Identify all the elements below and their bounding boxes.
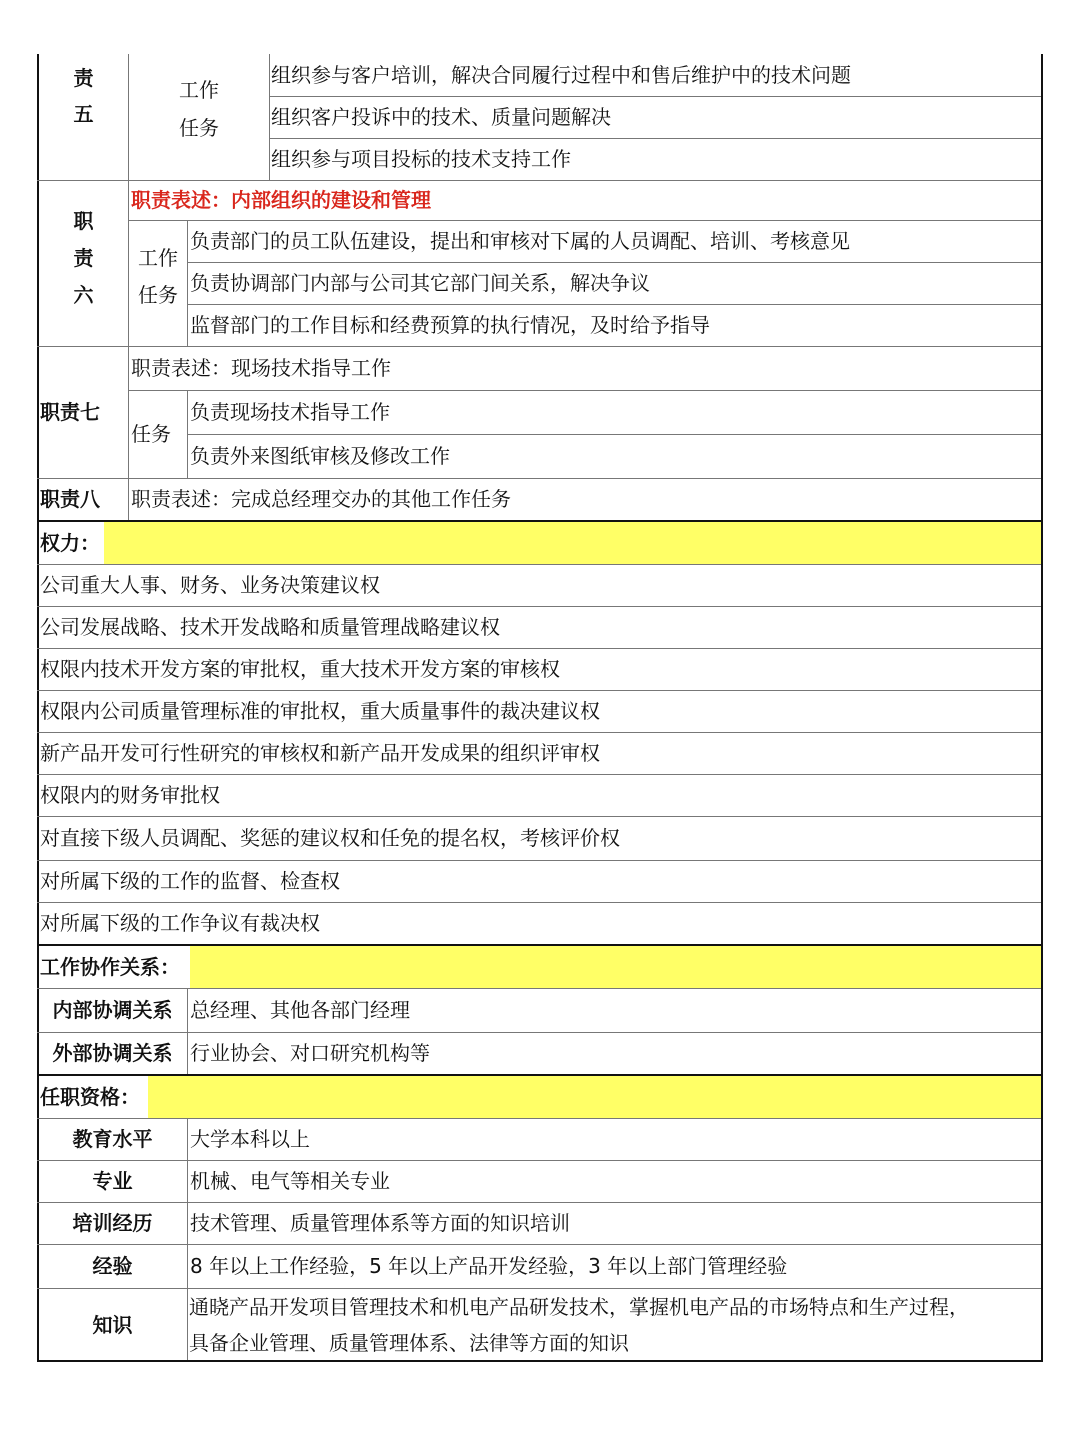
authority-title: 权力： <box>40 530 100 555</box>
cooperation-label: 内部协调关系 <box>52 997 173 1022</box>
duty5-task: 组织参与客户培训，解决合同履行过程中和售后维护中的技术问题 <box>271 62 851 87</box>
qualification-value-line: 具备企业管理、质量管理体系、法律等方面的知识 <box>189 1331 629 1355</box>
table-border <box>37 54 39 1362</box>
grid-line <box>37 1360 1043 1362</box>
duty7-label: 职责七 <box>40 399 100 424</box>
grid-line <box>37 478 1041 479</box>
duty6-label-line: 职 <box>73 208 94 233</box>
grid-line <box>269 54 270 180</box>
grid-line <box>37 774 1041 775</box>
duty5-label <box>38 54 129 180</box>
grid-line <box>187 434 1041 435</box>
qualification-value-line: 通晓产品开发项目管理技术和机电产品研发技术，掌握机电产品的市场特点和生产过程， <box>189 1295 969 1319</box>
grid-line <box>37 816 1041 817</box>
duty5-task: 组织参与项目投标的技术支持工作 <box>271 146 571 171</box>
grid-line <box>37 690 1041 691</box>
duty6-task: 负责协调部门内部与公司其它部门间关系，解决争议 <box>190 270 650 295</box>
duty6-label-line: 六 <box>73 282 94 307</box>
qualification-label: 知识 <box>92 1312 133 1337</box>
authority-item: 权限内公司质量管理标准的审批权，重大质量事件的裁决建议权 <box>40 698 600 723</box>
grid-line <box>128 220 1041 221</box>
table-border <box>1041 54 1043 1362</box>
duty6-task-label-line: 工作 <box>138 246 178 270</box>
duty7-task: 负责现场技术指导工作 <box>190 399 390 424</box>
authority-item: 对直接下级人员调配、奖惩的建议权和任免的提名权，考核评价权 <box>40 825 620 850</box>
grid-line <box>269 96 1041 97</box>
duty5-label-line: 五 <box>73 102 94 126</box>
duty5-task-label-line: 工作 <box>179 78 219 102</box>
grid-line <box>269 138 1041 139</box>
grid-line <box>37 648 1041 649</box>
cooperation-header-bg <box>190 946 1042 988</box>
grid-line <box>37 346 1041 347</box>
cooperation-label: 外部协调关系 <box>52 1040 173 1065</box>
authority-header-bg <box>104 522 1042 564</box>
duty7-task: 负责外来图纸审核及修改工作 <box>190 443 450 468</box>
duty7-task-label: 任务 <box>131 421 171 446</box>
duty6-task-label <box>129 220 187 346</box>
duty6-task: 监督部门的工作目标和经费预算的执行情况，及时给予指导 <box>190 312 710 337</box>
grid-line <box>37 732 1041 733</box>
grid-line <box>187 220 188 346</box>
qualification-value: 技术管理、质量管理体系等方面的知识培训 <box>190 1210 570 1235</box>
grid-line <box>37 564 1041 565</box>
cooperation-value: 行业协会、对口研究机构等 <box>190 1040 430 1065</box>
grid-line <box>37 606 1041 607</box>
authority-item: 公司重大人事、财务、业务决策建议权 <box>40 572 380 597</box>
authority-item: 权限内的财务审批权 <box>40 782 220 807</box>
authority-item: 对所属下级的工作争议有裁决权 <box>40 910 320 935</box>
qualification-label: 教育水平 <box>72 1126 153 1151</box>
qualification-label: 培训经历 <box>72 1210 153 1235</box>
duty6-label-line: 责 <box>73 245 94 270</box>
duty8-description: 职责表述：完成总经理交办的其他工作任务 <box>131 486 511 511</box>
grid-line <box>187 304 1041 305</box>
grid-line <box>128 390 1041 391</box>
cooperation-title: 工作协作关系： <box>40 954 180 979</box>
cooperation-value: 总经理、其他各部门经理 <box>190 997 410 1022</box>
qualification-value <box>189 1288 1042 1362</box>
grid-line <box>187 1118 188 1362</box>
duty6-task-label-line: 任务 <box>138 283 178 307</box>
qualification-value: 机械、电气等相关专业 <box>190 1168 390 1193</box>
duty6-description: 职责表述：内部组织的建设和管理 <box>131 187 431 212</box>
grid-line <box>37 1074 1043 1076</box>
duty7-description: 职责表述：现场技术指导工作 <box>131 355 391 380</box>
grid-line <box>37 902 1041 903</box>
grid-line <box>128 54 129 520</box>
qualification-header-bg <box>148 1076 1042 1118</box>
duty6-label <box>38 180 129 346</box>
duty5-label-line: 责 <box>73 66 94 90</box>
authority-item: 对所属下级的工作的监督、检查权 <box>40 868 340 893</box>
qualification-title: 任职资格： <box>40 1084 140 1109</box>
duty8-label: 职责八 <box>40 486 100 511</box>
qualification-value: 8 年以上工作经验，5 年以上产品开发经验，3 年以上部门管理经验 <box>190 1253 788 1278</box>
qualification-label: 专业 <box>92 1168 133 1193</box>
grid-line <box>37 180 1041 181</box>
duty6-task: 负责部门的员工队伍建设，提出和审核对下属的人员调配、培训、考核意见 <box>190 228 850 253</box>
authority-item: 公司发展战略、技术开发战略和质量管理战略建议权 <box>40 614 500 639</box>
grid-line <box>187 988 188 1074</box>
grid-line <box>37 860 1041 861</box>
grid-line <box>187 390 188 478</box>
duty5-task-label-line: 任务 <box>179 116 219 140</box>
authority-item: 新产品开发可行性研究的审核权和新产品开发成果的组织评审权 <box>40 740 600 765</box>
authority-item: 权限内技术开发方案的审批权，重大技术开发方案的审核权 <box>40 656 560 681</box>
qualification-label: 经验 <box>92 1253 133 1278</box>
duty5-task: 组织客户投诉中的技术、质量问题解决 <box>271 104 611 129</box>
grid-line <box>37 944 1043 946</box>
grid-line <box>37 520 1043 522</box>
duty5-task-label <box>129 54 269 180</box>
qualification-value: 大学本科以上 <box>190 1126 310 1151</box>
grid-line <box>187 262 1041 263</box>
